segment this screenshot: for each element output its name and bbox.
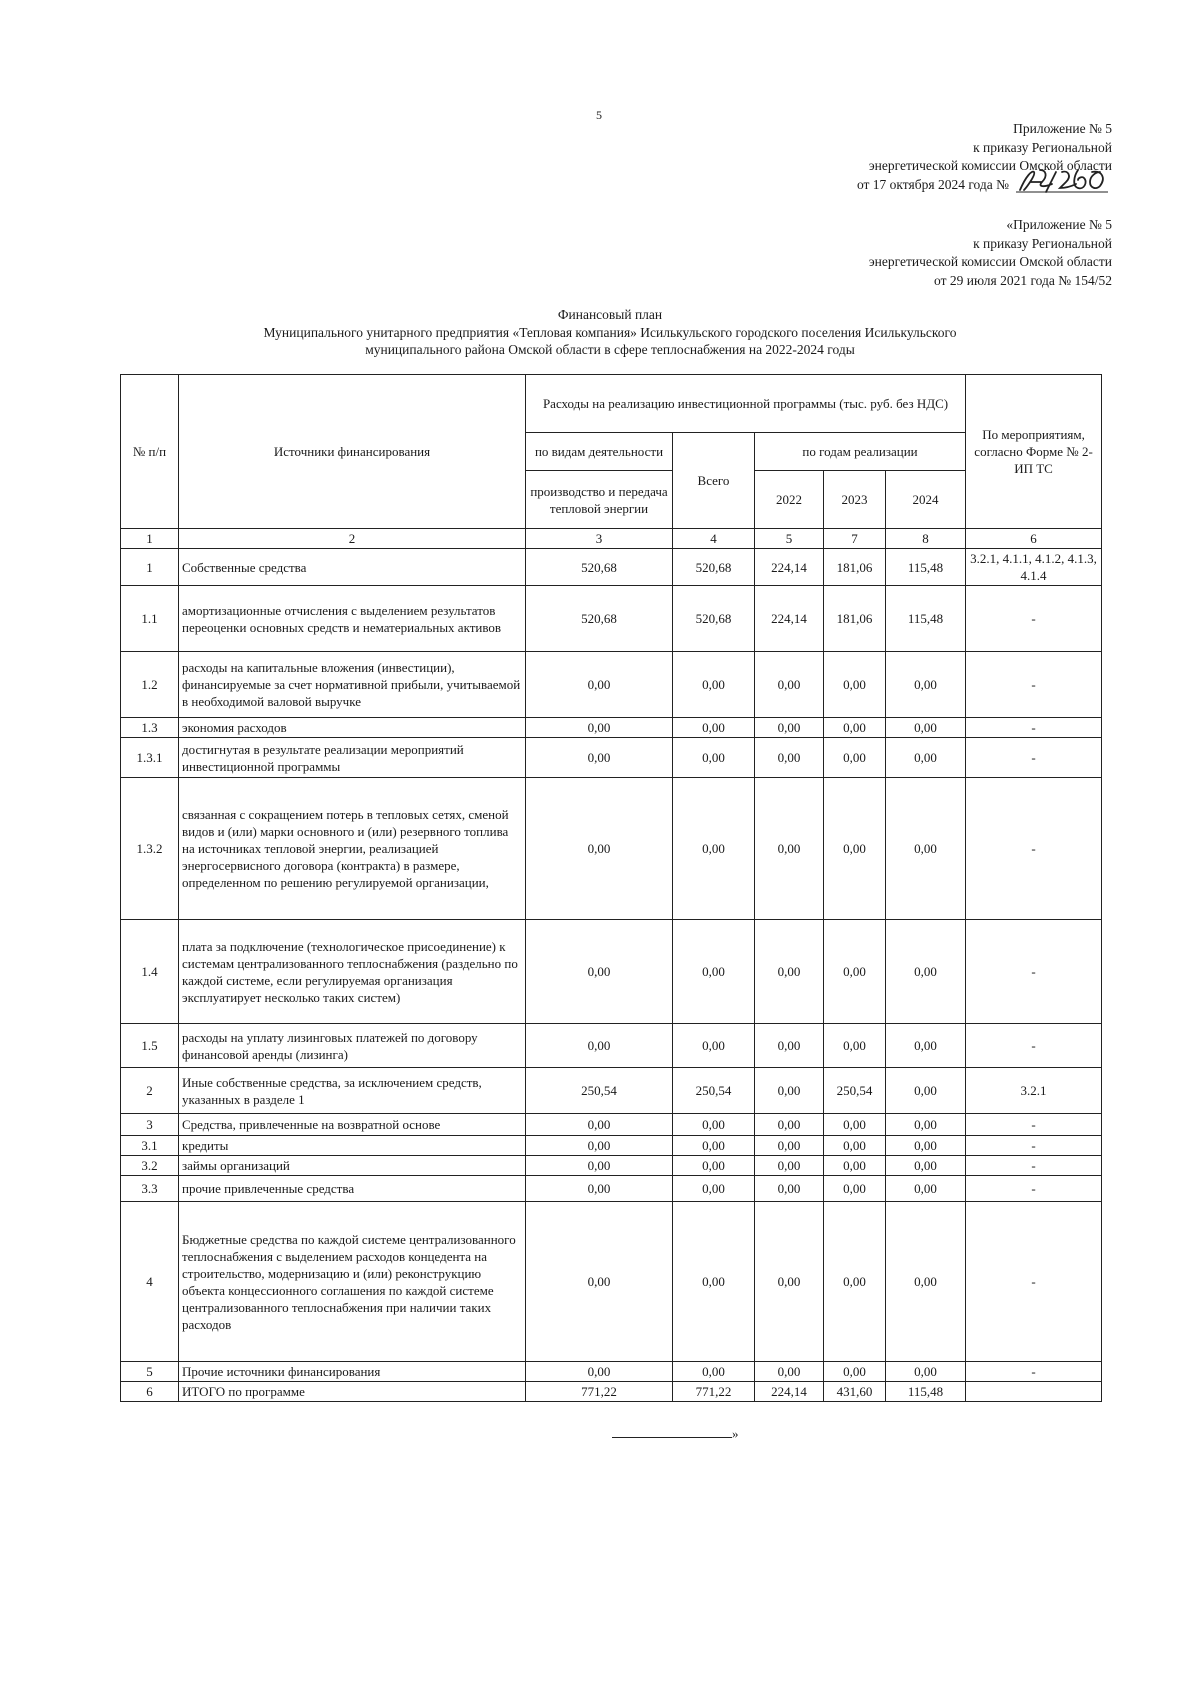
row-total: 520,68 <box>673 586 755 652</box>
row-2024: 115,48 <box>886 1382 966 1402</box>
row-source: расходы на уплату лизинговых платежей по договору финансовой аренды (лизинга) <box>179 1024 526 1068</box>
table-row <box>121 1202 1102 1362</box>
row-production: 0,00 <box>526 1202 673 1362</box>
row-num: 2 <box>121 1068 179 1114</box>
row-total: 0,00 <box>673 1176 755 1202</box>
row-2022: 0,00 <box>755 738 824 778</box>
row-source: Средства, привлеченные на возвратной основе <box>179 1114 526 1136</box>
row-total: 0,00 <box>673 1156 755 1176</box>
row-source: расходы на капитальные вложения (инвестиции), финансируемые за счет нормативной прибыли, учитываемой в необходимой валовой выручке <box>179 652 526 718</box>
row-total: 0,00 <box>673 778 755 920</box>
row-num: 3.2 <box>121 1156 179 1176</box>
appendix-line: энергетической комиссии Омской области <box>868 254 1112 269</box>
appendix-line: к приказу Региональной <box>973 139 1112 155</box>
closing-quote: » <box>732 1426 739 1441</box>
row-2023: 0,00 <box>824 652 886 718</box>
row-2024: 0,00 <box>886 1024 966 1068</box>
header-by-years: по годам реализации <box>755 433 966 471</box>
row-events: - <box>966 586 1102 652</box>
header-num: № п/п <box>121 375 179 529</box>
row-2024: 0,00 <box>886 652 966 718</box>
row-source: плата за подключение (технологическое присоединение) к системам централизованного теплоснабжения (раздельно по каждой системе, если регулируемая организация эксплуатирует несколько таких систем) <box>179 920 526 1024</box>
row-num: 1.1 <box>121 586 179 652</box>
table-row <box>121 1362 1102 1382</box>
column-number: 2 <box>179 529 526 549</box>
row-total: 250,54 <box>673 1068 755 1114</box>
table-row <box>121 652 1102 718</box>
table-row <box>121 1176 1102 1202</box>
row-total: 0,00 <box>673 1114 755 1136</box>
table-row <box>121 586 1102 652</box>
appendix-header-old <box>869 216 1112 290</box>
row-production: 0,00 <box>526 1156 673 1176</box>
row-events: - <box>966 1362 1102 1382</box>
row-events: - <box>966 920 1102 1024</box>
row-source: амортизационные отчисления с выделением результатов переоценки основных средств и нематериальных активов <box>179 586 526 652</box>
row-2022: 0,00 <box>755 920 824 1024</box>
row-events: - <box>966 652 1102 718</box>
row-events: - <box>966 1136 1102 1156</box>
row-2022: 224,14 <box>755 549 824 586</box>
row-production: 0,00 <box>526 1114 673 1136</box>
table-row <box>121 738 1102 778</box>
row-2024: 115,48 <box>886 549 966 586</box>
row-production: 0,00 <box>526 1362 673 1382</box>
column-number: 4 <box>673 529 755 549</box>
column-number: 1 <box>121 529 179 549</box>
row-2023: 250,54 <box>824 1068 886 1114</box>
table-row-total <box>121 1382 1102 1402</box>
row-total: 0,00 <box>673 1202 755 1362</box>
row-production: 0,00 <box>526 920 673 1024</box>
header-total: Всего <box>673 433 755 529</box>
row-2023: 0,00 <box>824 1156 886 1176</box>
row-2024: 0,00 <box>886 1156 966 1176</box>
row-events <box>966 1382 1102 1402</box>
row-source: экономия расходов <box>179 718 526 738</box>
closing-mark <box>612 1426 739 1442</box>
row-production: 0,00 <box>526 718 673 738</box>
row-num: 1.3.1 <box>121 738 179 778</box>
row-source: достигнутая в результате реализации мероприятий инвестиционной программы <box>179 738 526 778</box>
row-source: Бюджетные средства по каждой системе централизованного теплоснабжения с выделением расходов концедента на строительство, модернизацию и (или) реконструкцию объекта концессионного соглашения по каждой системе централизованного теплоснабжения при наличии таких расходов <box>179 1202 526 1362</box>
row-num: 6 <box>121 1382 179 1402</box>
row-production: 0,00 <box>526 1024 673 1068</box>
title-line: муниципального района Омской области в сфере теплоснабжения на 2022-2024 годы <box>365 342 855 357</box>
row-2024: 0,00 <box>886 1114 966 1136</box>
row-production: 520,68 <box>526 586 673 652</box>
row-source: связанная с сокращением потерь в тепловых сетях, сменой видов и (или) марки основного и (или) резервного топлива на источниках тепловой энергии, реализацией энергосервисного договора (контракта) в размере, определенном по решению регулируемой организации, <box>179 778 526 920</box>
row-2023: 0,00 <box>824 1136 886 1156</box>
row-events: 3.2.1 <box>966 1068 1102 1114</box>
row-2023: 0,00 <box>824 738 886 778</box>
appendix-line: «Приложение № 5 <box>1006 217 1112 232</box>
header-by-activity: по видам деятельности <box>526 433 673 471</box>
row-2024: 0,00 <box>886 778 966 920</box>
header-2024: 2024 <box>886 471 966 529</box>
row-2024: 0,00 <box>886 1202 966 1362</box>
row-events: - <box>966 1202 1102 1362</box>
row-2024: 0,00 <box>886 1176 966 1202</box>
column-number: 6 <box>966 529 1102 549</box>
row-2022: 0,00 <box>755 1068 824 1114</box>
column-number: 5 <box>755 529 824 549</box>
row-2023: 0,00 <box>824 920 886 1024</box>
row-events: - <box>966 778 1102 920</box>
row-2023: 0,00 <box>824 1024 886 1068</box>
appendix-line: от 29 июля 2021 года № 154/52 <box>934 272 1112 288</box>
row-source: прочие привлеченные средства <box>179 1176 526 1202</box>
row-2023: 181,06 <box>824 549 886 586</box>
row-2022: 0,00 <box>755 778 824 920</box>
row-source: займы организаций <box>179 1156 526 1176</box>
table-row <box>121 1024 1102 1068</box>
row-production: 771,22 <box>526 1382 673 1402</box>
row-num: 4 <box>121 1202 179 1362</box>
row-production: 0,00 <box>526 738 673 778</box>
financial-plan-table <box>120 374 1102 1402</box>
row-total: 0,00 <box>673 738 755 778</box>
column-number: 3 <box>526 529 673 549</box>
table-row <box>121 920 1102 1024</box>
table-row <box>121 1156 1102 1176</box>
appendix-line: энергетической комиссии Омской области <box>868 158 1112 173</box>
column-number-row <box>121 529 1102 549</box>
row-total: 0,00 <box>673 652 755 718</box>
row-total: 0,00 <box>673 1136 755 1156</box>
column-number: 7 <box>824 529 886 549</box>
row-production: 0,00 <box>526 1176 673 1202</box>
row-num: 1.5 <box>121 1024 179 1068</box>
appendix-line: Приложение № 5 <box>1013 121 1112 136</box>
row-2024: 0,00 <box>886 1362 966 1382</box>
row-num: 3.1 <box>121 1136 179 1156</box>
row-2022: 0,00 <box>755 1362 824 1382</box>
row-2023: 0,00 <box>824 1362 886 1382</box>
row-2022: 224,14 <box>755 586 824 652</box>
header-events: По мероприятиям, согласно Форме № 2-ИП ТС <box>966 375 1102 529</box>
row-2022: 0,00 <box>755 1024 824 1068</box>
table-row <box>121 549 1102 586</box>
row-2022: 0,00 <box>755 1114 824 1136</box>
row-events: - <box>966 1024 1102 1068</box>
row-source: кредиты <box>179 1136 526 1156</box>
row-total: 0,00 <box>673 1024 755 1068</box>
row-events: - <box>966 1156 1102 1176</box>
document-title <box>170 306 1050 359</box>
row-2022: 0,00 <box>755 718 824 738</box>
header-2022: 2022 <box>755 471 824 529</box>
appendix-line: к приказу Региональной <box>973 235 1112 251</box>
row-2024: 0,00 <box>886 738 966 778</box>
row-num: 1.3 <box>121 718 179 738</box>
row-2022: 0,00 <box>755 652 824 718</box>
table-row <box>121 718 1102 738</box>
row-2023: 0,00 <box>824 1114 886 1136</box>
page-number: 5 <box>596 108 602 122</box>
row-total: 0,00 <box>673 920 755 1024</box>
row-events: - <box>966 718 1102 738</box>
row-2023: 431,60 <box>824 1382 886 1402</box>
header-2023: 2023 <box>824 471 886 529</box>
row-2024: 0,00 <box>886 1068 966 1114</box>
row-num: 1.3.2 <box>121 778 179 920</box>
row-total: 0,00 <box>673 1362 755 1382</box>
row-total: 771,22 <box>673 1382 755 1402</box>
row-total: 520,68 <box>673 549 755 586</box>
column-number: 8 <box>886 529 966 549</box>
row-num: 3.3 <box>121 1176 179 1202</box>
row-num: 3 <box>121 1114 179 1136</box>
row-2023: 0,00 <box>824 778 886 920</box>
row-production: 0,00 <box>526 652 673 718</box>
row-total: 0,00 <box>673 718 755 738</box>
row-events: - <box>966 1176 1102 1202</box>
closing-rule <box>612 1437 732 1438</box>
table-row <box>121 1068 1102 1114</box>
appendix-date-line <box>857 176 1112 195</box>
handwritten-signature-number <box>1012 176 1112 194</box>
row-2024: 115,48 <box>886 586 966 652</box>
row-2022: 224,14 <box>755 1382 824 1402</box>
row-events: - <box>966 738 1102 778</box>
appendix-header-new <box>857 120 1112 194</box>
row-2023: 0,00 <box>824 1176 886 1202</box>
row-2023: 0,00 <box>824 1202 886 1362</box>
row-production: 0,00 <box>526 778 673 920</box>
row-source: Прочие источники финансирования <box>179 1362 526 1382</box>
table-row <box>121 1136 1102 1156</box>
row-num: 5 <box>121 1362 179 1382</box>
row-2024: 0,00 <box>886 718 966 738</box>
row-2024: 0,00 <box>886 1136 966 1156</box>
row-2022: 0,00 <box>755 1136 824 1156</box>
row-events: - <box>966 1114 1102 1136</box>
title-line: Муниципального унитарного предприятия «Тепловая компания» Исилькульского городского поселения Исилькульского <box>263 324 957 340</box>
row-2024: 0,00 <box>886 920 966 1024</box>
row-production: 520,68 <box>526 549 673 586</box>
header-expenses: Расходы на реализацию инвестиционной программы (тыс. руб. без НДС) <box>526 375 966 433</box>
row-production: 250,54 <box>526 1068 673 1114</box>
header-source: Источники финансирования <box>179 375 526 529</box>
row-2022: 0,00 <box>755 1202 824 1362</box>
header-production: производство и передача тепловой энергии <box>526 471 673 529</box>
row-num: 1 <box>121 549 179 586</box>
table-row <box>121 778 1102 920</box>
row-2022: 0,00 <box>755 1176 824 1202</box>
row-2023: 181,06 <box>824 586 886 652</box>
row-source: ИТОГО по программе <box>179 1382 526 1402</box>
row-source: Иные собственные средства, за исключением средств, указанных в разделе 1 <box>179 1068 526 1114</box>
row-num: 1.2 <box>121 652 179 718</box>
row-num: 1.4 <box>121 920 179 1024</box>
row-source: Собственные средства <box>179 549 526 586</box>
row-2022: 0,00 <box>755 1156 824 1176</box>
table-row <box>121 1114 1102 1136</box>
row-production: 0,00 <box>526 1136 673 1156</box>
title-line: Финансовый план <box>557 307 663 322</box>
row-events: 3.2.1, 4.1.1, 4.1.2, 4.1.3, 4.1.4 <box>966 549 1102 586</box>
row-2023: 0,00 <box>824 718 886 738</box>
appendix-date: от 17 октября 2024 года № <box>856 176 1009 192</box>
